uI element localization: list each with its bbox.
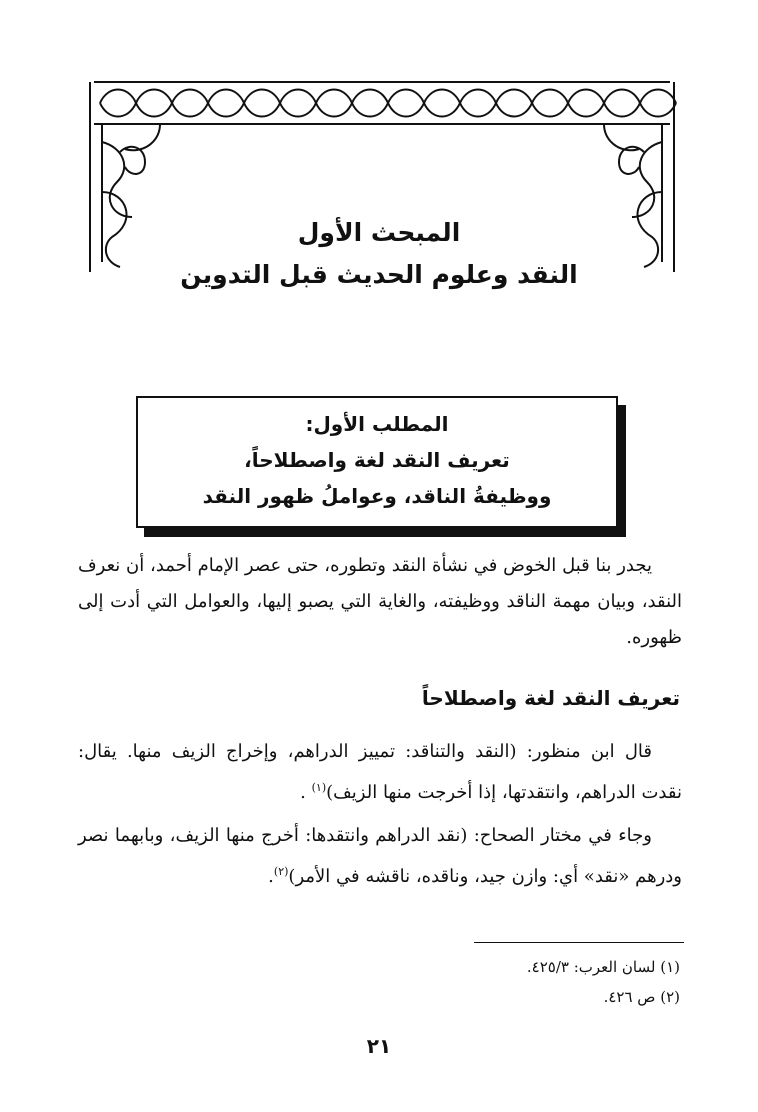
chapter-title: المبحث الأول: [297, 218, 461, 247]
paragraph-text: وجاء في مختار الصحاح: (نقد الدراهم وانتقدها: أخرج منها الزيف، وبابهما نصر ودرهم «نقد» أي: وازن جيد، وناقده، ناقشه في الأمر): [78, 825, 682, 887]
footnote-ref[interactable]: (٢): [273, 865, 289, 878]
paragraph-end: .: [268, 866, 274, 887]
footnote: [527, 958, 680, 976]
footnote: [604, 988, 680, 1006]
chapter-subtitle: النقد وعلوم الحديث قبل التدوين: [180, 260, 578, 289]
section-title-line: تعريف النقد لغة واصطلاحاً،: [244, 448, 510, 472]
footnote-divider: [474, 942, 684, 943]
subheading: تعريف النقد لغة واصطلاحاً: [421, 686, 680, 710]
paragraph-text: يجدر بنا قبل الخوض في نشأة النقد وتطوره، حتى عصر الإمام أحمد، أن نعرف النقد، وبيان مهمة الناقد ووظيفته، والغاية التي يصبو إليها، والعوامل التي أدت إلى ظهوره.: [78, 555, 682, 648]
mukhtar-paragraph: [78, 818, 682, 895]
footnote-number: (٢): [660, 988, 680, 1006]
section-heading-box: [136, 396, 618, 528]
paragraph-text: قال ابن منظور: (النقد والتناقد: تمييز الدراهم، وإخراج الزيف منها. يقال: نقدت الدراهم، وانتقدتها، إذا أخرجت منها الزيف): [78, 741, 682, 803]
section-title-line: ووظيفةُ الناقد، وعواملُ ظهور النقد: [202, 484, 552, 508]
ibn-manzur-paragraph: [78, 734, 682, 811]
ornamental-frame: [80, 72, 684, 288]
footnote-text: ص ٤٢٦.: [603, 988, 656, 1006]
footnote-number: (١): [660, 958, 680, 976]
section-label: المطلب الأول:: [305, 412, 449, 436]
intro-paragraph: [78, 548, 682, 656]
page-number: ٢١: [366, 1034, 392, 1058]
footnote-ref[interactable]: (١): [311, 781, 327, 794]
paragraph-end: .: [300, 782, 312, 803]
footnote-text: لسان العرب: ٤٢٥/٣.: [526, 958, 656, 976]
